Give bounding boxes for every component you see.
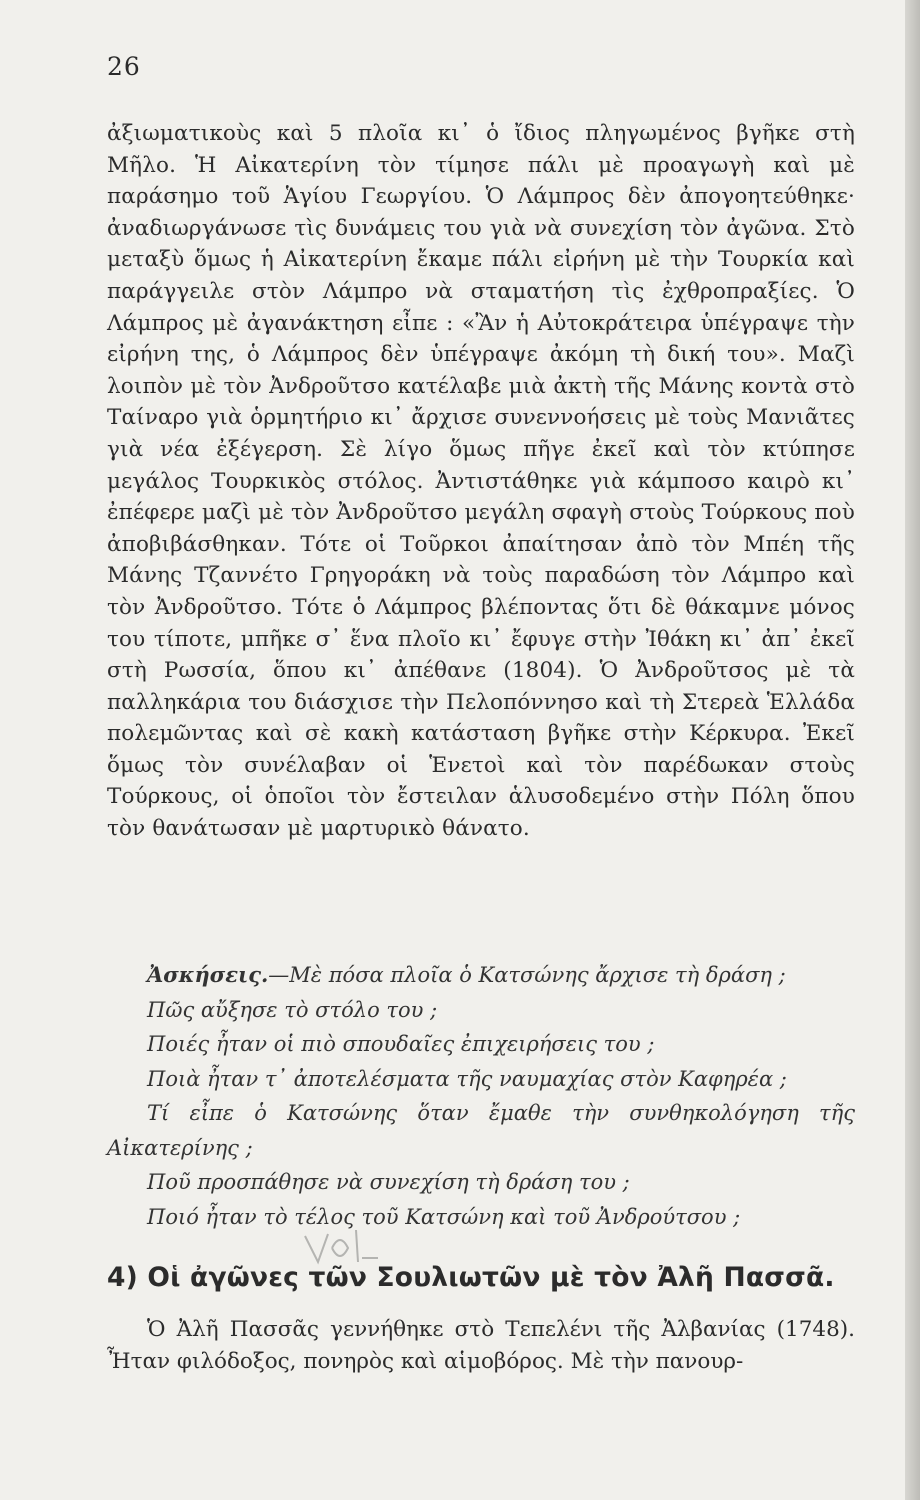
exercise-question: Ποιὰ ἦταν τ᾿ ἀποτελέσματα τῆς ναυμαχίας στὸν Καφηρέα ; xyxy=(147,1066,787,1091)
exercise-question: Ποιές ἦταν οἱ πιὸ σπουδαῖες ἐπιχειρήσεις του ; xyxy=(147,1032,655,1056)
exercises-block xyxy=(107,958,855,1234)
exercise-question: —Μὲ πόσα πλοῖα ὁ Κατσώνης ἄρχισε τὴ δράση ; xyxy=(268,963,786,987)
exercises-first-line xyxy=(107,958,855,993)
pencil-scribble xyxy=(300,1218,390,1268)
section-heading: 4) Οἱ ἀγῶνες τῶν Σουλιωτῶν μὲ τὸν Ἀλῆ Πασσᾶ. xyxy=(107,1262,835,1293)
exercise-question: Ποῦ προσπάθησε νὰ συνεχίση τὴ δράση του ; xyxy=(147,1170,630,1194)
exercise-question: Τί εἶπε ὁ Κατσώνης ὅταν ἔμαθε τὴν συνθηκολόγηση τῆς Αἰκατερίνης ; xyxy=(107,1101,855,1160)
section-text: Ὁ Ἀλῆ Πασσᾶς γεννήθηκε στὸ Τεπελένι τῆς Ἀλβανίας (1748). Ἦταν φιλόδοξος, πονηρὸς καὶ αἱμοβόρος. Μὲ τὴν πανουρ- xyxy=(107,1317,855,1374)
page-binding-edge xyxy=(905,0,920,1500)
page-number: 26 xyxy=(107,52,141,81)
exercise-question: Ποιό ἦταν τὸ τέλος τοῦ Κατσώνη καὶ τοῦ Ἀνδρούτσου ; xyxy=(147,1204,741,1229)
exercises-label: Ἀσκήσεις. xyxy=(147,962,269,987)
body-paragraph: ἀξιωματικοὺς καὶ 5 πλοῖα κι᾿ ὁ ἴδιος πληγωμένος βγῆκε στὴ Μῆλο. Ἡ Αἰκατερίνη τὸν τίμησε πάλι μὲ προαγωγὴ καὶ μὲ παράσημο τοῦ Ἁγίου Γεωργίου. Ὁ Λάμπρος δὲν ἀπογοητεύθηκε· ἀναδιωργάνωσε τὶς δυνάμεις του γιὰ νὰ συνεχίση τὸν ἀγῶνα. Στὸ μεταξὺ ὅμως ἡ Αἰκατερίνη ἔκαμε πάλι εἰρήνη μὲ τὴν Τουρκία καὶ παράγγειλε στὸν Λάμπρο νὰ σταματήση τὶς ἐχθροπραξίες. Ὁ Λάμπρος μὲ ἀγανάκτηση εἶπε : «Ἂν ἡ Αὐτοκράτειρα ὑπέγραψε τὴν εἰρήνη της, ὁ Λάμπρος δὲν ὑπέγραψε ἀκόμη τὴ δική του». Μαζὶ λοιπὸν μὲ τὸν Ἀνδροῦτσο κατέλαβε μιὰ ἀκτὴ τῆς Μάνης κοντὰ στὸ Ταίναρο γιὰ ὁρμητήριο κι᾿ ἄρχισε συνεννοήσεις μὲ τοὺς Μανιᾶτες γιὰ νέα ἐξέγερση. Σὲ λίγο ὅμως πῆγε ἐκεῖ καὶ τὸν κτύπησε μεγάλος Τουρκικὸς στόλος. Ἀντιστάθηκε γιὰ κάμποσο καιρὸ κι᾿ ἐπέφερε μαζὶ μὲ τὸν Ἀνδροῦτσο μεγάλη σφαγὴ στοὺς Τούρκους ποὺ ἀποβιβάσθηκαν. Τότε οἱ Τοῦρκοι ἀπαίτησαν ἀπὸ τὸν Μπέη τῆς Μάνης Τζαννέτο Γρηγοράκη νὰ τοὺς παραδώση τὸν Λάμπρο καὶ τὸν Ἀνδροῦτσο. Τότε ὁ Λάμπρος βλέποντας ὅτι δὲ θάκαμνε μόνος του τίποτε, μπῆκε σ᾿ ἕνα πλοῖο κι᾿ ἔφυγε στὴν Ἰθάκη κι᾿ ἀπ᾿ ἐκεῖ στὴ Ρωσσία, ὅπου κι᾿ ἀπέθανε (1804). Ὁ Ἀνδροῦτσος μὲ τὰ παλληκάρια του διάσχισε τὴν Πελοπόννησο καὶ τὴ Στερεὰ Ἑλλάδα πολεμῶντας καὶ σὲ κακὴ κατάσταση βγῆκε στὴν Κέρκυρα. Ἐκεῖ ὅμως τὸν συνέλαβαν οἱ Ἑνετοὶ καὶ τὸν παρέδωκαν στοὺς Τούρκους, οἱ ὁποῖοι τὸν ἔστειλαν ἁλυσοδεμένο στὴν Πόλη ὅπου τὸν θανάτωσαν μὲ μαρτυρικὸ θάνατο. xyxy=(107,121,855,842)
exercise-question: Πῶς αὔξησε τὸ στόλο του ; xyxy=(147,997,438,1022)
